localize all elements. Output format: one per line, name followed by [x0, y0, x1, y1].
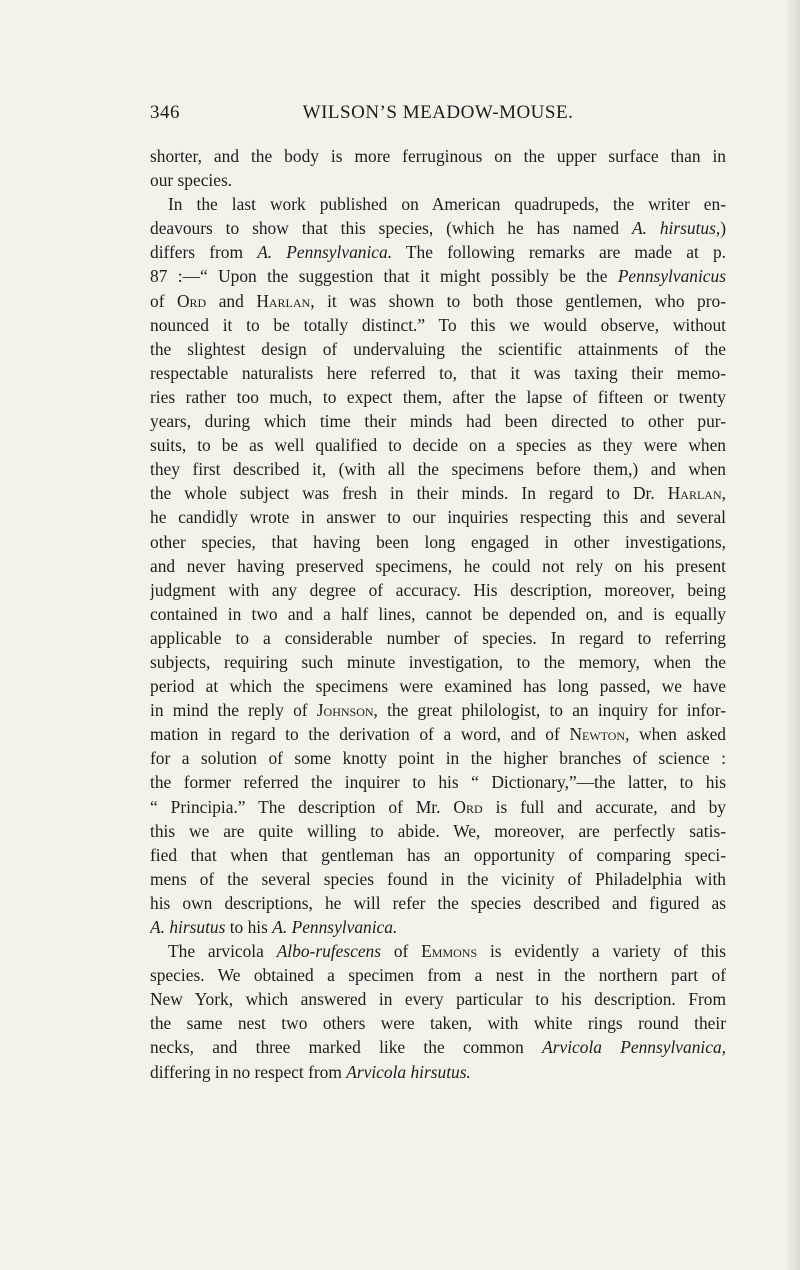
- text-line: suits, to be as well qualified to decide on a species as they were when: [150, 435, 726, 456]
- text-line: In the last work published on American quadrupeds, the writer en-: [168, 194, 726, 215]
- species-name: Pennsylvanicus: [617, 266, 726, 287]
- text-line: the former referred the inquirer to his “ Dictionary,”—the latter, to his: [150, 772, 726, 793]
- person-name: Johnson: [316, 700, 374, 721]
- text-line: the slightest design of undervaluing the scientific attainments of the: [150, 338, 726, 359]
- text-line: in mind the reply of Johnson, the great philologist, to an inquiry for infor-: [150, 700, 726, 721]
- text-line: respectable naturalists here referred to, that it was taxing their memo-: [150, 362, 726, 383]
- person-name: Newton: [569, 724, 626, 745]
- text-line: The arvicola Albo-rufescens of Emmons is evidently a variety of this: [168, 941, 726, 962]
- text-line: differs from A. Pennsylvanica. The following remarks are made at p.: [150, 242, 726, 263]
- text-line: New York, which answered in every particular to his description. From: [150, 989, 726, 1010]
- person-name: Emmons: [421, 941, 478, 962]
- text-line: of Ord and Harlan, it was shown to both those gentlemen, who pro-: [150, 290, 726, 311]
- text-line: mation in regard to the derivation of a word, and of Newton, when asked: [150, 724, 726, 745]
- species-name: A. Pennsylvanica.: [272, 917, 398, 937]
- text-line: this we are quite willing to abide. We, moreover, are perfectly satis-: [150, 820, 726, 841]
- species-name: A. Pennsylvanica.: [257, 242, 393, 263]
- species-name: Arvicola Pennsylvanica,: [542, 1037, 726, 1058]
- text-line: differing in no respect from Arvicola hirsutus.: [150, 1061, 471, 1082]
- text-line: years, during which time their minds had been directed to other pur-: [150, 411, 726, 432]
- text-line: other species, that having been long engaged in other investigations,: [150, 531, 726, 552]
- person-name: Ord: [176, 290, 207, 311]
- species-name: Albo-rufescens: [276, 941, 382, 962]
- text-line: “ Principia.” The description of Mr. Ord is full and accurate, and by: [150, 796, 726, 817]
- person-name: Harlan: [256, 290, 311, 311]
- body-text: [150, 144, 726, 1084]
- text-line: nounced it to be totally distinct.” To this we would observe, without: [150, 314, 726, 335]
- species-name: Arvicola hirsutus.: [346, 1061, 471, 1082]
- text-line: for a solution of some knotty point in the higher branches of science :: [150, 748, 726, 769]
- text-line: he candidly wrote in answer to our inquiries respecting this and several: [150, 507, 726, 528]
- person-name: Harlan: [667, 483, 722, 504]
- species-name: A. hirsutus,: [631, 218, 721, 239]
- species-name: A. hirsutus: [150, 917, 226, 937]
- text-line: 87 :—“ Upon the suggestion that it might possibly be the Pennsylvanicus: [150, 266, 726, 287]
- text-line: shorter, and the body is more ferruginous on the upper surface than in: [150, 146, 726, 166]
- person-name: Ord: [453, 796, 483, 817]
- page-header: [150, 100, 726, 130]
- text-line: the same nest two others were taken, with white rings round their: [150, 1013, 726, 1034]
- running-head: WILSON’S MEADOW-MOUSE.: [302, 102, 574, 123]
- text-line: species. We obtained a specimen from a nest in the northern part of: [150, 965, 726, 986]
- text-line: mens of the several species found in the vicinity of Philadelphia with: [150, 868, 726, 889]
- text-line: deavours to show that this species, (which he has named A. hirsutus,): [150, 218, 726, 239]
- text-line: judgment with any degree of accuracy. His description, moreover, being: [150, 579, 726, 600]
- text-line: they first described it, (with all the specimens before them,) and when: [150, 459, 726, 480]
- text-line: the whole subject was fresh in their minds. In regard to Dr. Harlan,: [150, 483, 726, 504]
- text-line: ries rather too much, to expect them, after the lapse of fifteen or twenty: [150, 386, 726, 407]
- text-line: and never having preserved specimens, he could not rely on his present: [150, 555, 726, 576]
- text-line: our species.: [150, 170, 233, 191]
- page-edge-shadow: [786, 0, 800, 1270]
- text-line: necks, and three marked like the common Arvicola Pennsylvanica,: [150, 1037, 726, 1058]
- text-line: A. hirsutus to his A. Pennsylvanica.: [150, 917, 398, 937]
- text-line: period at which the specimens were examined has long passed, we have: [150, 676, 726, 697]
- text-line: fied that when that gentleman has an opportunity of comparing speci-: [150, 844, 726, 865]
- page-number: 346: [150, 102, 180, 123]
- text-line: his own descriptions, he will refer the species described and figured as: [150, 892, 726, 913]
- text-line: applicable to a considerable number of species. In regard to referring: [150, 627, 726, 648]
- text-line: contained in two and a half lines, cannot be depended on, and is equally: [150, 603, 726, 624]
- text-line: subjects, requiring such minute investigation, to the memory, when the: [150, 651, 726, 672]
